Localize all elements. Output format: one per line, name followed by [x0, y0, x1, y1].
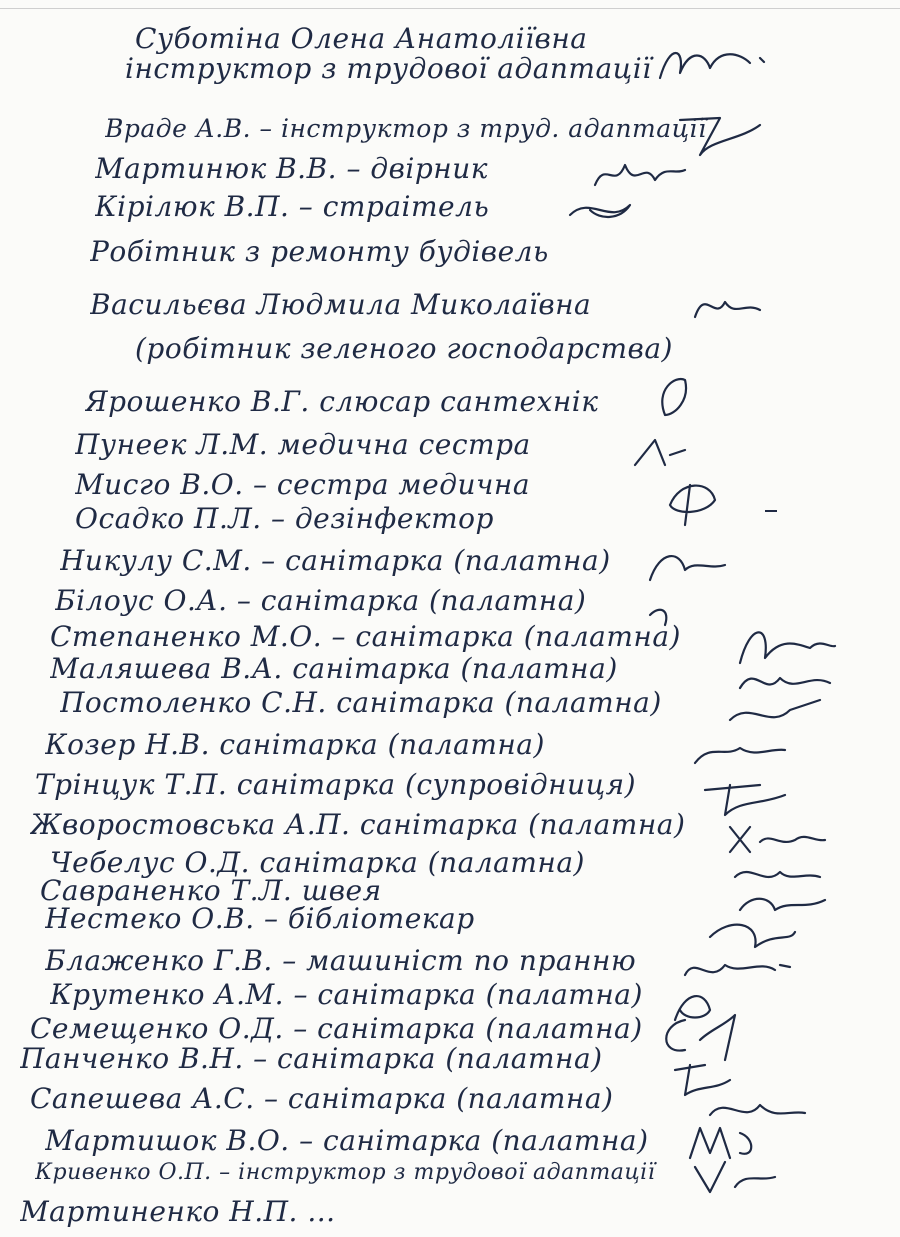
entry-line: Сапешева А.С. – санітарка (палатна): [30, 1082, 614, 1115]
signature-mark: [690, 1152, 810, 1204]
entry-line: Васильєва Людмила Миколаївна: [90, 288, 592, 321]
entry-line: Козер Н.В. санітарка (палатна): [45, 728, 545, 761]
entry-line: (робітник зеленого господарства): [135, 332, 673, 365]
entry-line: Чебелус О.Д. санітарка (палатна): [50, 846, 585, 879]
entry-line: Постоленко С.Н. санітарка (палатна): [60, 686, 662, 719]
dash-mark: [765, 510, 777, 512]
signature-mark: [630, 425, 750, 477]
entry-line: Крутенко А.М. – санітарка (палатна): [50, 978, 643, 1011]
entry-line: Савраненко Т.Л. швея: [40, 874, 382, 907]
signature-mark: [690, 282, 810, 334]
entry-line: Блаженко Г.В. – машиніст по пранню: [45, 944, 637, 977]
entry-line: Враде А.В. – інструктор з труд. адаптації: [105, 114, 707, 143]
entry-line: Трінцук Т.П. санітарка (супровідниця): [35, 768, 637, 801]
entry-line: Панченко В.Н. – санітарка (палатна): [20, 1042, 603, 1075]
entry-line: Мартинюк В.В. – двірник: [95, 152, 488, 185]
entry-line: Никулу С.М. – санітарка (палатна): [60, 544, 611, 577]
entry-line: Семещенко О.Д. – санітарка (палатна): [30, 1012, 643, 1045]
scan-edge-line: [0, 8, 900, 9]
entry-line: Суботіна Олена Анатоліївна: [135, 22, 588, 55]
signature-mark: [645, 370, 765, 422]
signature-mark: [560, 185, 680, 237]
entry-line: Мартишок В.О. – санітарка (палатна): [45, 1124, 649, 1157]
entry-line: інструктор з трудової адаптації: [125, 52, 652, 85]
entry-line: Мартиненко Н.П. ...: [20, 1195, 336, 1228]
entry-line: Осадко П.Л. – дезінфектор: [75, 502, 494, 535]
entry-line: Пунеек Л.М. медична сестра: [75, 428, 531, 461]
entry-line: Кривенко О.П. – інструктор з трудової адаптації: [35, 1160, 656, 1185]
entry-line: Кірілюк В.П. – страітель: [95, 190, 490, 223]
signature-mark: [650, 38, 770, 90]
entry-line: Робітник з ремонту будівель: [90, 235, 549, 268]
entry-line: Нестеко О.В. – бібліотекар: [45, 902, 475, 935]
entry-line: Жворостовська А.П. санітарка (палатна): [30, 808, 686, 841]
entry-line: Мисго В.О. – сестра медична: [75, 468, 531, 501]
entry-line: Степаненко М.О. – санітарка (палатна): [50, 620, 681, 653]
entry-line: Маляшева В.А. санітарка (палатна): [50, 652, 618, 685]
entry-line: Ярошенко В.Г. слюсар сантехнік: [85, 385, 599, 418]
signature-mark: [660, 475, 780, 527]
entry-line: Білоус О.А. – санітарка (палатна): [55, 584, 587, 617]
